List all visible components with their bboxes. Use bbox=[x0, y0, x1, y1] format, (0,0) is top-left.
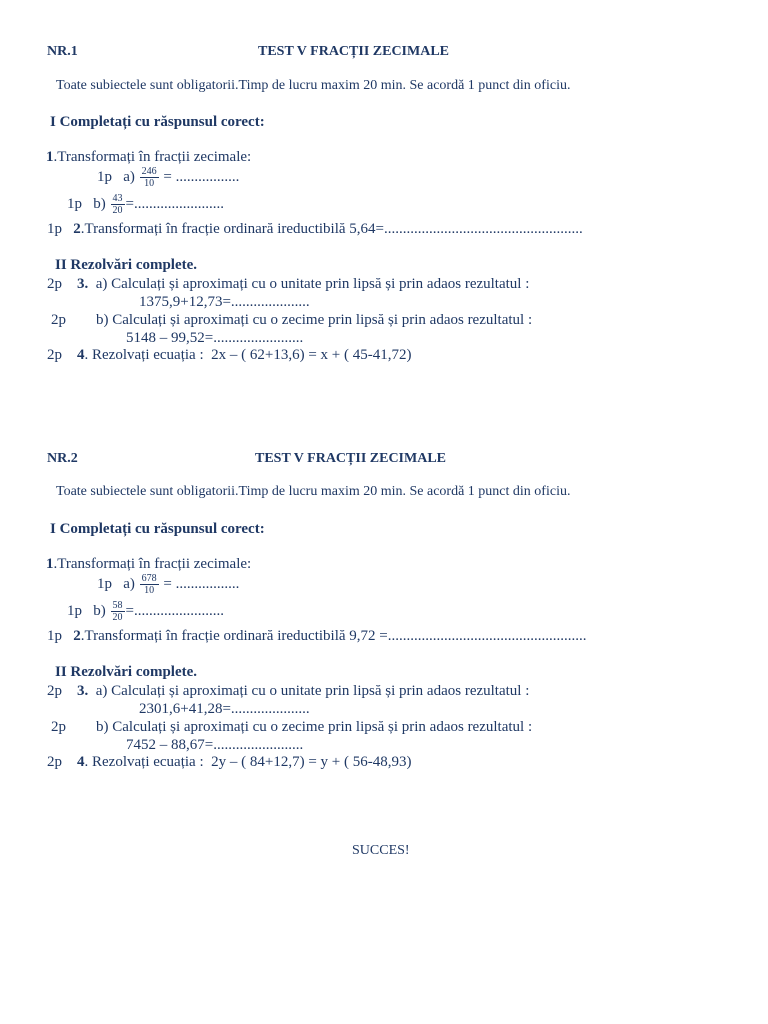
question-text: . Rezolvați ecuația : bbox=[84, 754, 204, 770]
question-text: . Rezolvați ecuația : bbox=[84, 347, 204, 363]
equation: 2y – ( 84+12,7) = y + ( 56-48,93) bbox=[211, 754, 412, 770]
question-1a bbox=[97, 573, 239, 596]
fraction bbox=[111, 600, 125, 623]
question-text: b) Calculați și aproximați cu o zecime prin lipsă și prin adaos rezultatul : bbox=[96, 312, 533, 328]
question-text: b) Calculați și aproximați cu o zecime prin lipsă și prin adaos rezultatul : bbox=[96, 719, 533, 735]
points: 1p bbox=[67, 602, 82, 619]
points: 1p bbox=[97, 168, 112, 185]
points: 2p bbox=[47, 683, 62, 699]
fraction-numerator: 246 bbox=[141, 166, 157, 177]
points: 1p bbox=[67, 195, 82, 212]
item-label: a) bbox=[123, 575, 135, 592]
fraction-denominator: 10 bbox=[144, 178, 155, 189]
question-text: .Transformați în fracție ordinară ireductibilă 5,64=..................................................... bbox=[80, 221, 583, 237]
points: 1p bbox=[47, 221, 62, 237]
item-label: b) bbox=[93, 195, 106, 212]
points: 2p bbox=[47, 347, 62, 363]
section-2-title: II Rezolvări complete. bbox=[55, 664, 198, 680]
question-number: 2 bbox=[73, 628, 81, 644]
answer-blank: =........................ bbox=[125, 602, 224, 619]
footer-succes: SUCCES! bbox=[352, 843, 410, 858]
instructions: Toate subiectele sunt obligatorii.Timp de lucru maxim 20 min. Se acordă 1 punct din oficiu. bbox=[56, 484, 571, 499]
question-3b bbox=[51, 312, 532, 329]
question-3b bbox=[51, 719, 532, 736]
expression-3b: 5148 – 99,52=........................ bbox=[126, 330, 304, 346]
question-number: 4 bbox=[77, 754, 85, 770]
question-3a bbox=[47, 683, 529, 700]
section-1-title: I Completați cu răspunsul corect: bbox=[50, 114, 265, 130]
points: 2p bbox=[47, 754, 62, 770]
fraction bbox=[140, 573, 159, 596]
question-text: a) Calculați și aproximați cu o unitate prin lipsă și prin adaos rezultatul : bbox=[95, 683, 530, 699]
expression-3b: 7452 – 88,67=........................ bbox=[126, 737, 304, 753]
question-3a bbox=[47, 276, 529, 293]
item-label: b) bbox=[93, 602, 106, 619]
fraction-numerator: 58 bbox=[112, 600, 123, 611]
question-text: .Transformați în fracții zecimale: bbox=[53, 556, 252, 572]
question-4 bbox=[47, 754, 411, 771]
expression-3a: 1375,9+12,73=..................... bbox=[139, 294, 310, 310]
question-number: 4 bbox=[77, 347, 85, 363]
fraction-numerator: 43 bbox=[112, 193, 123, 204]
test-number: NR.2 bbox=[47, 451, 78, 466]
fraction bbox=[140, 166, 159, 189]
question-1b bbox=[67, 600, 224, 623]
fraction-denominator: 10 bbox=[144, 585, 155, 596]
points: 2p bbox=[47, 276, 62, 292]
points: 2p bbox=[51, 719, 66, 735]
section-2-title: II Rezolvări complete. bbox=[55, 257, 198, 273]
equation: 2x – ( 62+13,6) = x + ( 45-41,72) bbox=[211, 347, 412, 363]
question-1b bbox=[67, 193, 224, 216]
points: 1p bbox=[97, 575, 112, 592]
points: 1p bbox=[47, 628, 62, 644]
section-1-title: I Completați cu răspunsul corect: bbox=[50, 521, 265, 537]
answer-blank: =........................ bbox=[125, 195, 224, 212]
answer-blank: = ................. bbox=[163, 168, 240, 185]
question-2 bbox=[47, 628, 586, 645]
points: 2p bbox=[51, 312, 66, 328]
question-number: 1 bbox=[46, 556, 54, 572]
test-title: TEST V FRACȚII ZECIMALE bbox=[258, 44, 450, 59]
question-text: .Transformați în fracție ordinară ireductibilă 9,72 =..................................................... bbox=[80, 628, 587, 644]
fraction-denominator: 20 bbox=[112, 205, 123, 216]
question-1a bbox=[97, 166, 239, 189]
fraction-numerator: 678 bbox=[141, 573, 157, 584]
answer-blank: = ................. bbox=[163, 575, 240, 592]
question-4 bbox=[47, 347, 411, 364]
question-text: .Transformați în fracții zecimale: bbox=[53, 149, 252, 165]
expression-3a: 2301,6+41,28=..................... bbox=[139, 701, 310, 717]
question-number: 3. bbox=[77, 683, 89, 699]
question-number: 2 bbox=[73, 221, 81, 237]
instructions: Toate subiectele sunt obligatorii.Timp de lucru maxim 20 min. Se acordă 1 punct din oficiu. bbox=[56, 78, 571, 93]
fraction-denominator: 20 bbox=[112, 612, 123, 623]
question-1 bbox=[46, 149, 251, 166]
question-1 bbox=[46, 556, 251, 573]
test-title: TEST V FRACȚII ZECIMALE bbox=[255, 451, 447, 466]
question-number: 3. bbox=[77, 276, 89, 292]
item-label: a) bbox=[123, 168, 135, 185]
test-number: NR.1 bbox=[47, 44, 78, 59]
question-2 bbox=[47, 221, 583, 238]
fraction bbox=[111, 193, 125, 216]
question-number: 1 bbox=[46, 149, 54, 165]
question-text: a) Calculați și aproximați cu o unitate prin lipsă și prin adaos rezultatul : bbox=[95, 276, 530, 292]
